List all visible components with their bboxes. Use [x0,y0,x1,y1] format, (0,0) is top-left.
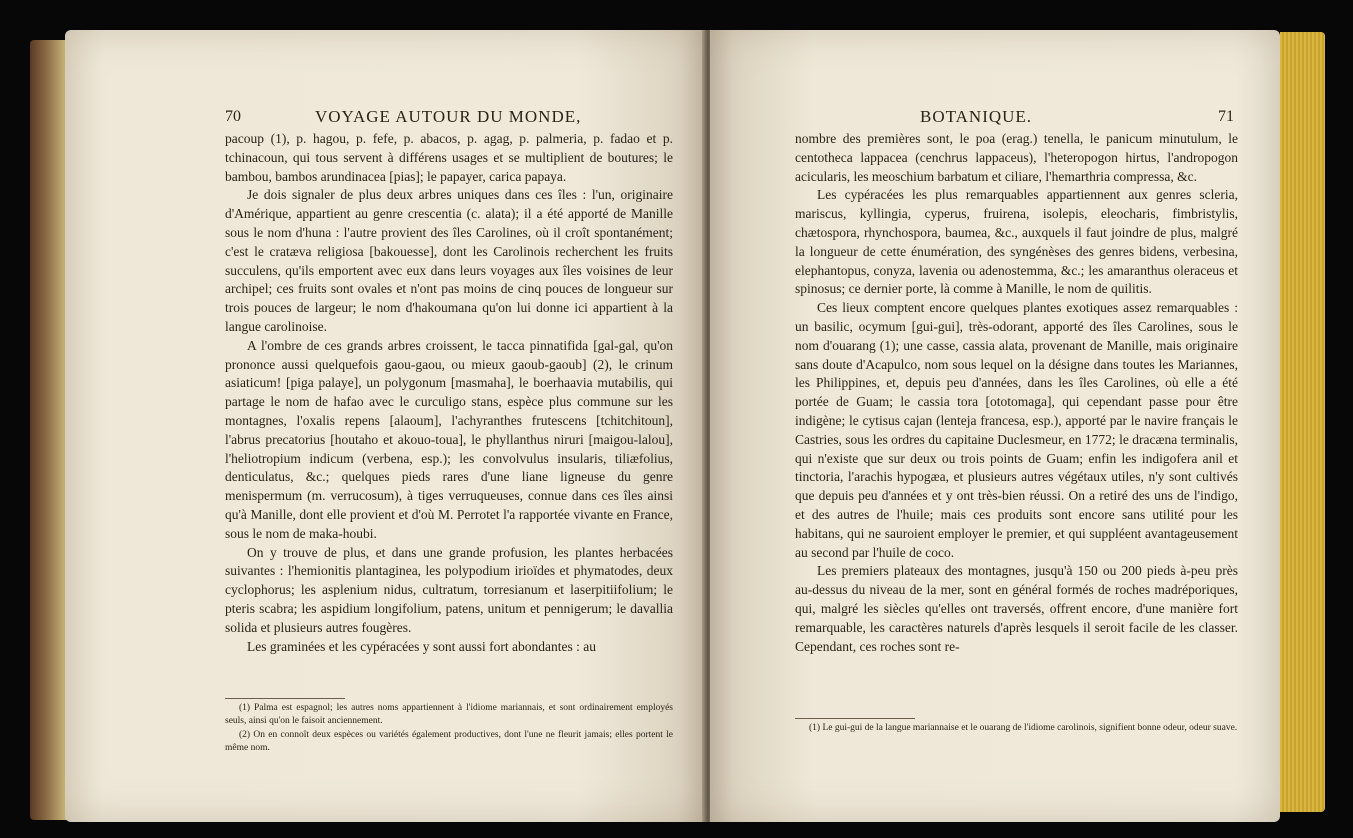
paragraph: Les graminées et les cypéracées y sont aussi fort abondantes : au [247,638,597,654]
right-footnotes [795,722,1238,736]
left-footnotes [225,702,673,756]
left-page [65,30,705,822]
right-running-head: BOTANIQUE. [920,107,1033,126]
paragraph: On y trouve de plus, et dans une grande profusion, les plantes herbacées suivantes : l'hemionitis plantaginea, les polypodium irioïdes et phymatodes, deux cyclophorus; les asplenium nidus, cultratum, torresianum et laserpitiifolium; le pteris scabra; les aspidium longifolium, patens, unitum et pennigerum; le davallia solida et plusieurs autres fougères. [225,544,673,635]
right-page-number: 71 [1218,108,1234,125]
footnote-rule [795,718,915,719]
book-cover-edge-left [30,40,70,820]
book-gilt-page-edges [1280,32,1325,812]
paragraph: Les cypéracées les plus remarquables appartiennent aux genres scleria, mariscus, kyllingia, cyperus, fruirena, isolepis, eleocharis, fimbristylis, chætospora, rhynchospora, baumea, &c., auxquels il faut joindre de plus, malgré la longueur de cette énumération, des syngénèses des genres bidens, verbesina, elephantopus, conyza, lavenia ou adenostemma, &c.; les amaranthus oleraceus et spinosus; ce dernier porte, là comme à Manille, le nom de quilitis. [795,187,1238,297]
paragraph: Je dois signaler de plus deux arbres uniques dans ces îles : l'un, originaire d'Amérique, appartient au genre crescentia (c. alata); il a été apporté de Manille sous le nom d'huna : l'autre provient des îles Carolines, où il croît spontanément; c'est le cratæva religiosa [bakouesse], dont les Carolinois recherchent les fruits succulens, qu'ils emportent avec eux dans leurs voyages aux îles voisines de leur archipel; ces fruits sont ovales et n'ont pas moins de cinq pouces de longueur sur trois pouces de largeur; le nom d'hakoumana qu'on lui donne ici appartient à la langue carolinoise. [225,187,673,334]
paragraph: pacoup (1), p. hagou, p. fefe, p. abacos, p. agag, p. palmeria, p. fadao et p. tchinacoun, qui tous servent à différens usages et se multiplient de boutures; le bambou, bambos arundinacea [pias]; le papayer, carica papaya. [225,131,673,184]
footnote: (1) Palma est espagnol; les autres noms appartiennent à l'idiome mariannais, et sont ordinairement employés seuls, ainsi qu'on le faisoit anciennement. [225,703,673,726]
paragraph: A l'ombre de ces grands arbres croissent, le tacca pinnatifida [gal-gal, qu'on prononce aussi quelquefois gaou-gaou, ou mieux gaoub-gaoub] (2), le crinum asiaticum! [piga palaye], un polygonum [masmaha], le boerhaavia mutabilis, qui partage le nom de hafao avec le curculigo stans, espèce plus commune sur les montagnes, l'oxalis repens [alaoum], l'achyranthes frutescens [tchitchitoun], l'abrus precatorius [houtaho et akouo-toua], le phyllanthus niruri [maigou-lalou], l'heliotropium indicum (verbena, esp.); les convolvulus insularis, tiliæfolius, denticulatus, &c.; quelques pieds rares d'une liane ligneuse du genre menispermum (m. verrucosum), à tiges verruqueuses, connue dans ces îles ainsi qu'à Manille, dont elle provient et d'où M. Perrotet l'a rapportée vivante en France, sous le nom de maka-houbi. [225,337,673,541]
left-running-head: VOYAGE AUTOUR DU MONDE, [315,107,582,126]
open-book [30,22,1330,822]
left-body-text [225,130,673,656]
paragraph: nombre des premières sont, le poa (erag.) tenella, le panicum minutulum, le centotheca lappacea (cenchrus lappaceus), l'heteropogon hirtus, l'andropogon acicularis, les meoschium barbatum et ciliare, l'hemarthria compressa, &c. [795,131,1238,184]
footnote-rule [225,698,345,699]
left-page-number: 70 [225,108,241,125]
paragraph: Les premiers plateaux des montagnes, jusqu'à 150 ou 200 pieds à-peu près au-dessus du niveau de la mer, sont en général formés de roches madréporiques, qui, malgré les siècles qu'elles ont traversés, offrent encore, d'une manière fort remarquable, les caractères naturels d'après lesquels il seroit facile de les classer. Cependant, ces roches sont re- [795,563,1238,654]
right-page [710,30,1280,822]
right-body-text [795,130,1238,656]
footnote: (1) Le gui-gui de la langue mariannaise et le ouarang de l'idiome carolinois, signifient bonne odeur, odeur suave. [809,723,1238,733]
footnote: (2) On en connoît deux espèces ou variétés également productives, dont l'une ne fleurit jamais; elles portent le même nom. [225,730,673,753]
paragraph: Ces lieux comptent encore quelques plantes exotiques assez remarquables : un basilic, ocymum [gui-gui], très-odorant, apporté des îles Carolines, sous le nom d'ouarang (1); une casse, cassia alata, provenant de Manille, mais originaire sans doute d'Acapulco, nom sous lequel on la désigne dans toutes les Mariannes, les Philippines, et, depuis peu d'années, dans les îles Carolines, où elle a été portée de Guam; le cassia tora [ototomaga], qui cependant passe pour être indigène; le cytisus cajan (lenteja francesa, esp.), apporté par le navire français le Castries, sous les ordres du capitaine Duclesmeur, en 1772; le dracæna terminalis, qui n'existe que sur deux ou trois points de Guam; enfin les indigofera anil et tinctoria, l'arachis hypogæa, et plusieurs autres végétaux utiles, n'y sont cultivés que depuis peu d'années et y ont très-bien réussi. On a retiré des uns de l'indigo, et des autres de l'huile; mais ces produits sont encore sans utilité pour les habitans, qui ne sauroient employer le premier, et qui suppléent avantageusement au second par l'huile de coco. [795,300,1238,560]
